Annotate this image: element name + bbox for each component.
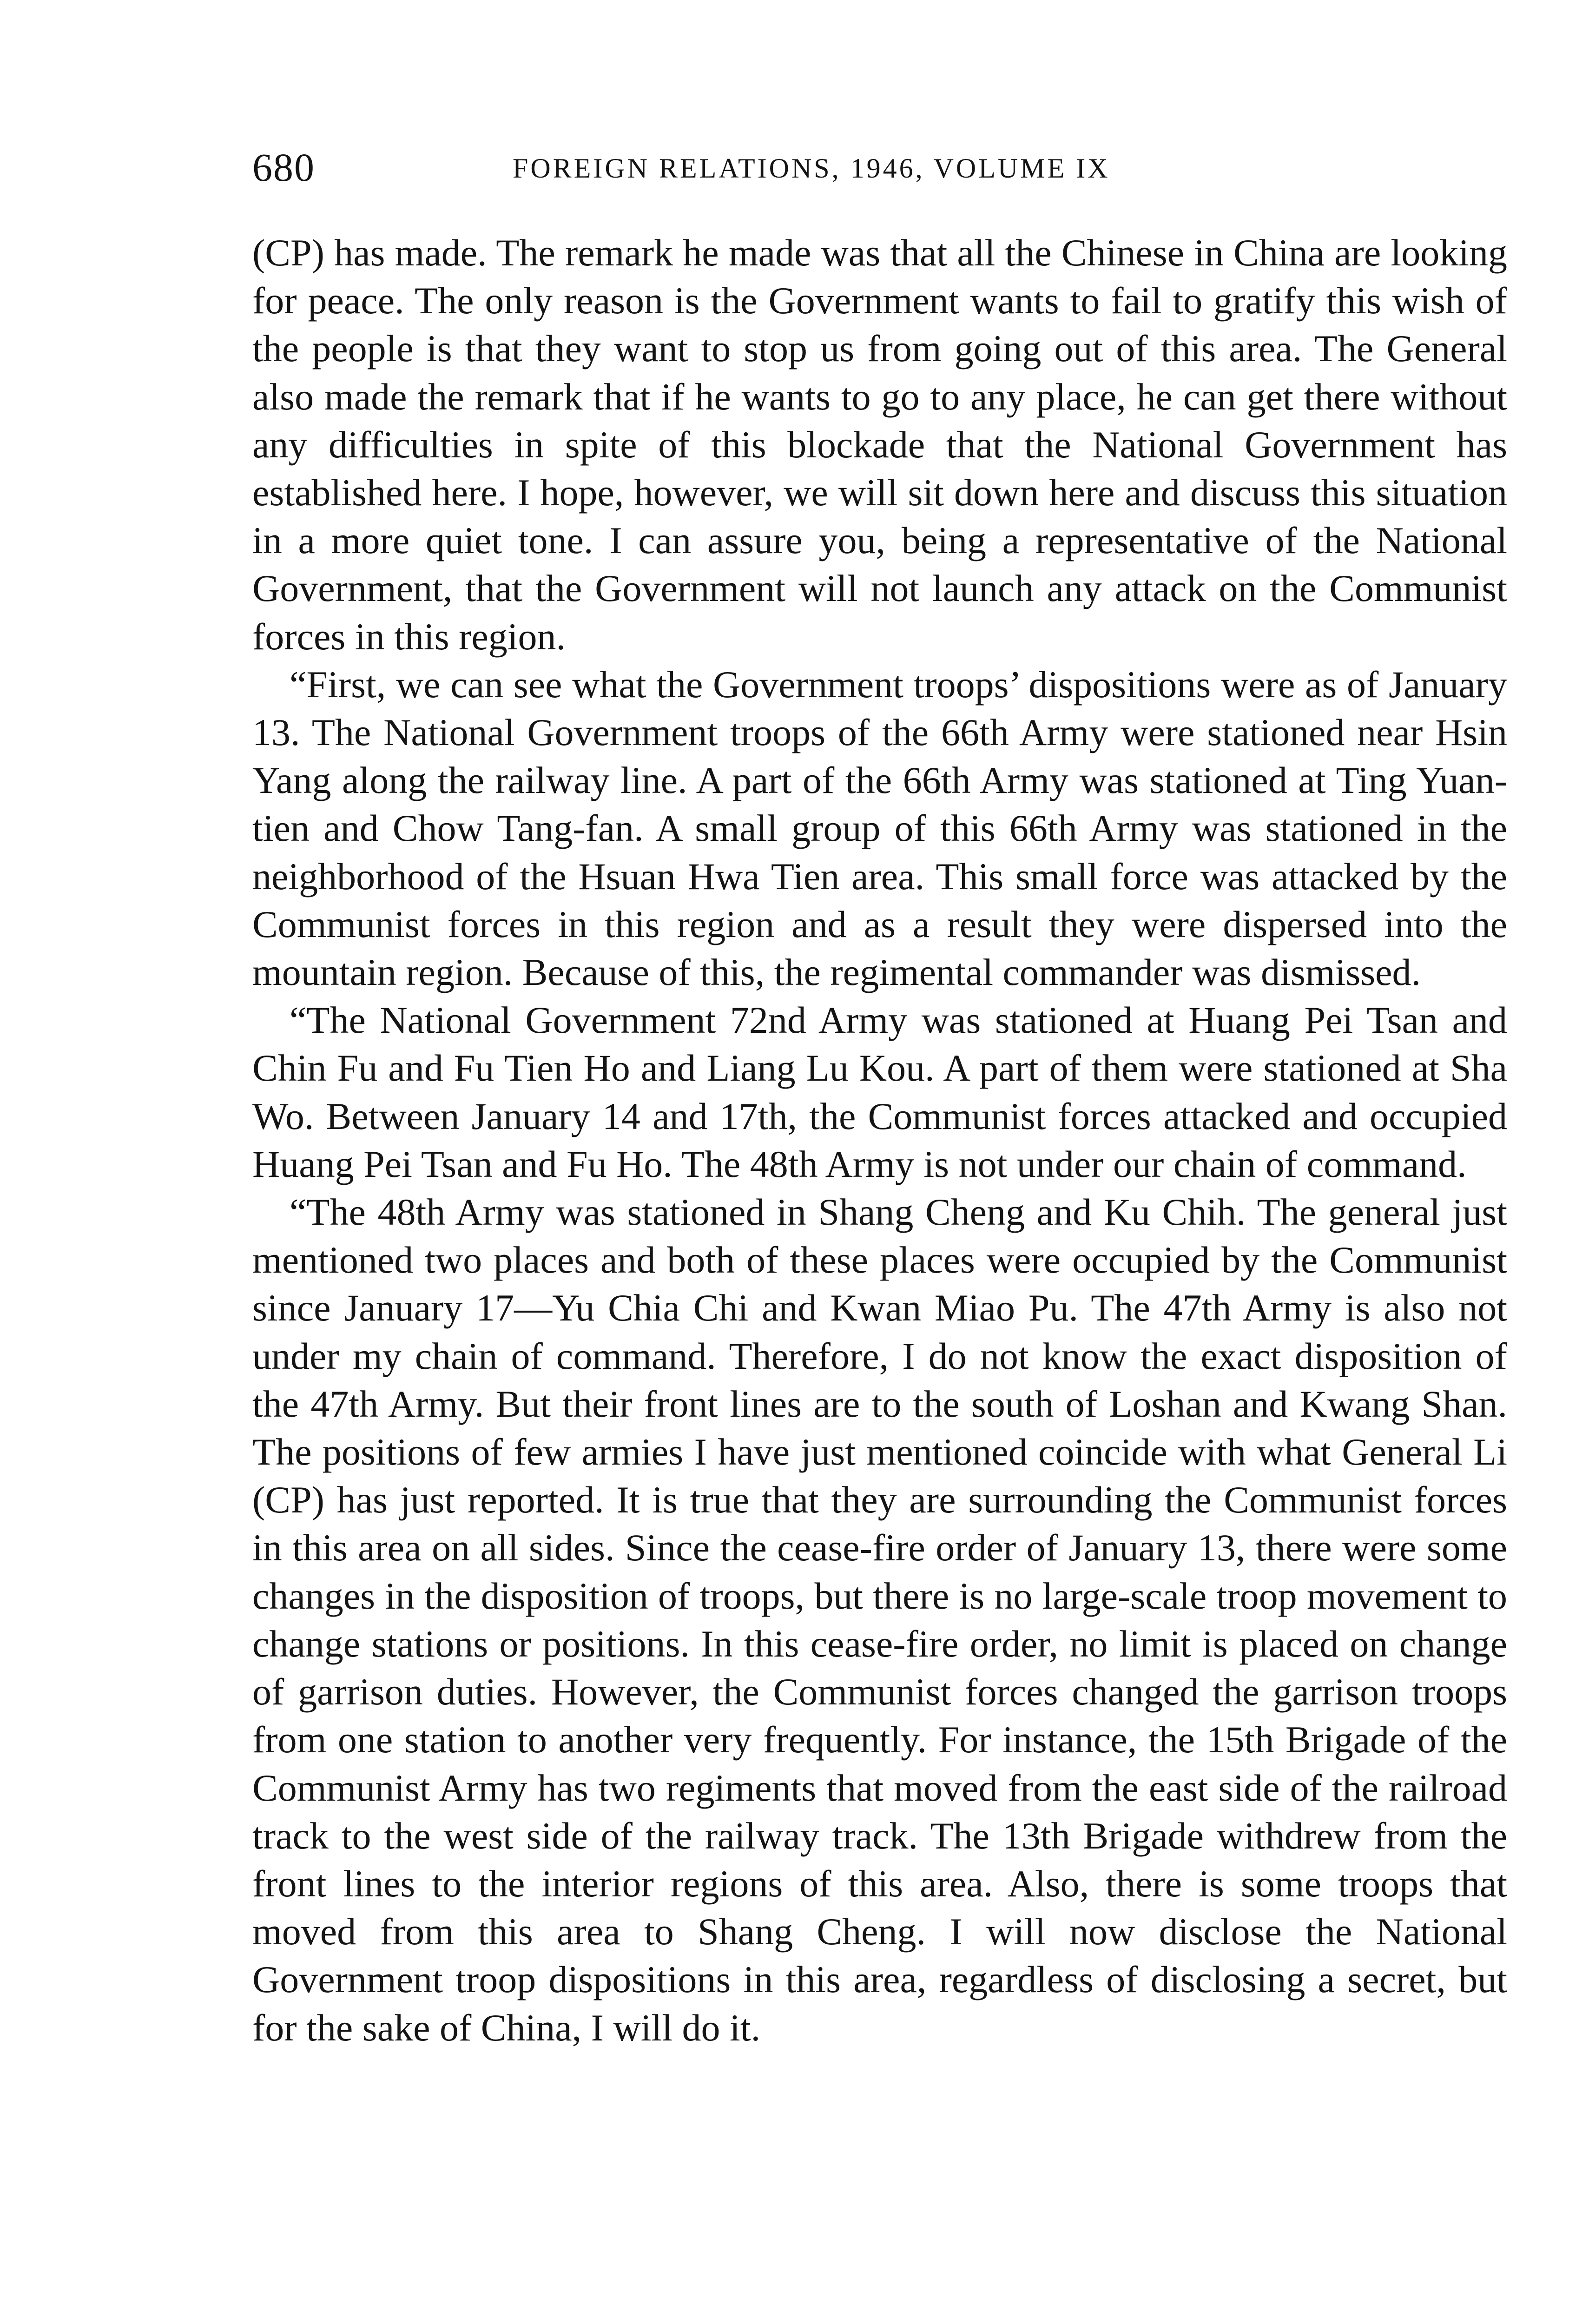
paragraph-first-dispositions: “First, we can see what the Government troops’ dispositions were as of January 13. The National Government troops of the 66th Army were stationed near Hsin Yang along the railway line. A part of the 66th Army was stationed at Ting Yuan-tien and Chow Tang-fan. A small group of this 66th Army was stationed in the neighborhood of the Hsuan Hwa Tien area. This small force was attacked by the Communist forces in this region and as a result they were dispersed into the mountain region. Because of this, the regimental commander was dismissed. bbox=[252, 663, 1507, 994]
body-text bbox=[252, 229, 1507, 2052]
running-title: FOREIGN RELATIONS, 1946, VOLUME IX bbox=[513, 153, 1110, 184]
running-head bbox=[252, 139, 1507, 195]
paragraph-72nd-army: “The National Government 72nd Army was stationed at Huang Pei Tsan and Chin Fu and Fu Tien Ho and Liang Lu Kou. A part of them were stationed at Sha Wo. Between January 14 and 17th, the Communist forces attacked and occupied Huang Pei Tsan and Fu Ho. The 48th Army is not under our chain of command. bbox=[252, 999, 1507, 1185]
paragraph-continued: (CP) has made. The remark he made was that all the Chinese in China are looking for peace. The only reason is the Government wants to fail to gratify this wish of the people is that they want to stop us from going out of this area. The General also made the remark that if he wants to go to any place, he can get there without any difficulties in spite of this blockade that the National Government has established here. I hope, however, we will sit down here and discuss this situation in a more quiet tone. I can assure you, being a representative of the National Government, that the Government will not launch any attack on the Communist forces in this region. bbox=[252, 231, 1507, 658]
page-number: 680 bbox=[252, 145, 315, 190]
paragraph-48th-army: “The 48th Army was stationed in Shang Cheng and Ku Chih. The general just mentioned two places and both of these places were occupied by the Communist since January 17—Yu Chia Chi and Kwan Miao Pu. The 47th Army is also not under my chain of command. Therefore, I do not know the exact disposition of the 47th Army. But their front lines are to the south of Loshan and Kwang Shan. The positions of few armies I have just mentioned coincide with what General Li (CP) has just reported. It is true that they are surrounding the Communist forces in this area on all sides. Since the cease-fire order of January 13, there were some changes in the disposition of troops, but there is no large-scale troop movement to change stations or positions. In this cease-fire order, no limit is placed on change of garrison duties. However, the Communist forces changed the garrison troops from one station to another very frequently. For instance, the 15th Brigade of the Communist Army has two regiments that moved from the east side of the railroad track to the west side of the railway track. The 13th Brigade withdrew from the front lines to the interior regions of this area. Also, there is some troops that moved from this area to Shang Cheng. I will now disclose the National Government troop dispositions in this area, regardless of disclosing a secret, but for the sake of China, I will do it. bbox=[252, 1191, 1507, 2049]
